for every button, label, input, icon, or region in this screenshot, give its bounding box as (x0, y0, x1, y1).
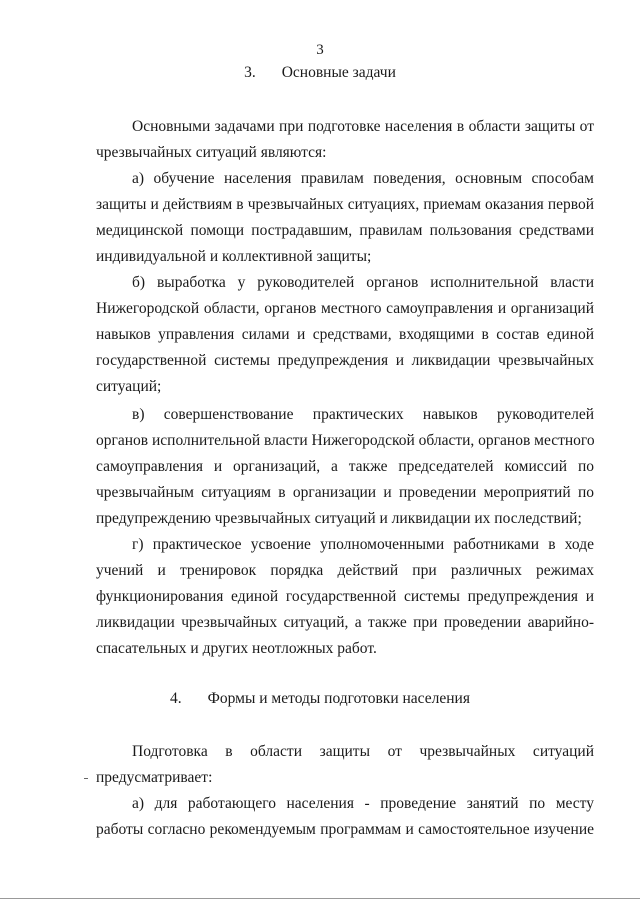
paragraph-line: Нижегородской области, органов местного самоуправления и организаций (96, 300, 594, 317)
section-4-number: 4. (170, 690, 182, 707)
page-number: 3 (316, 42, 324, 58)
list-item-v-line: в) совершенствование практических навыков руководителей (132, 406, 594, 423)
section-3-number: 3. (244, 64, 256, 81)
section-4-heading (0, 690, 640, 708)
paragraph-line: ситуаций; (96, 378, 162, 395)
list-item-g-line: г) практическое усвоение уполномоченными работниками в ходе (132, 536, 594, 553)
paragraph-line: медицинской помощи пострадавшим, правилам пользования средствами (96, 222, 594, 239)
list-item-a-line: а) для работающего населения - проведение занятий по месту (132, 795, 594, 812)
paragraph-line: органов исполнительной власти Нижегородской области, органов местного (96, 432, 595, 449)
paragraph-line: государственной системы предупреждения и ликвидации чрезвычайных (96, 352, 594, 369)
paragraph-line: предусматривает: (96, 769, 213, 786)
list-item-a-line: а) обучение населения правилам поведения, основным способам (132, 170, 594, 187)
paragraph-line: работы согласно рекомендуемым программам и самостоятельное изучение (96, 821, 594, 838)
paragraph-line: самоуправления и организаций, а также председателей комиссий по (96, 458, 594, 475)
paragraph-line: спасательных и других неотложных работ. (96, 640, 377, 657)
section-3-title: Основные задачи (281, 64, 396, 81)
paragraph-line: навыков управления силами и средствами, входящими в состав единой (96, 326, 594, 343)
list-item-b-line: б) выработка у руководителей органов исполнительной власти (132, 274, 594, 291)
paragraph-line: предупреждению чрезвычайных ситуаций и ликвидации их последствий; (96, 510, 582, 527)
paragraph-line: Подготовка в области защиты от чрезвычайных ситуаций (132, 743, 594, 760)
paragraph-line: чрезвычайных ситуаций являются: (96, 144, 327, 161)
paragraph-line: чрезвычайным ситуациям в организации и проведении мероприятий по (96, 484, 594, 501)
section-4-title: Формы и методы подготовки населения (207, 690, 470, 707)
paragraph-line: защиты и действиям в чрезвычайных ситуациях, приемам оказания первой (96, 196, 594, 213)
paragraph-line: функционирования единой государственной системы предупреждения и (96, 588, 594, 605)
paragraph-line: Основными задачами при подготовке населения в области защиты от (132, 118, 594, 135)
paragraph-line: учений и тренировок порядка действий при различных режимах (96, 562, 594, 579)
paragraph-line: ликвидации чрезвычайных ситуаций, а также при проведении аварийно- (96, 614, 594, 631)
scan-edge-line (0, 898, 640, 899)
section-3-heading (0, 64, 640, 82)
scan-mark (84, 778, 88, 779)
paragraph-line: индивидуальной и коллективной защиты; (96, 248, 372, 265)
